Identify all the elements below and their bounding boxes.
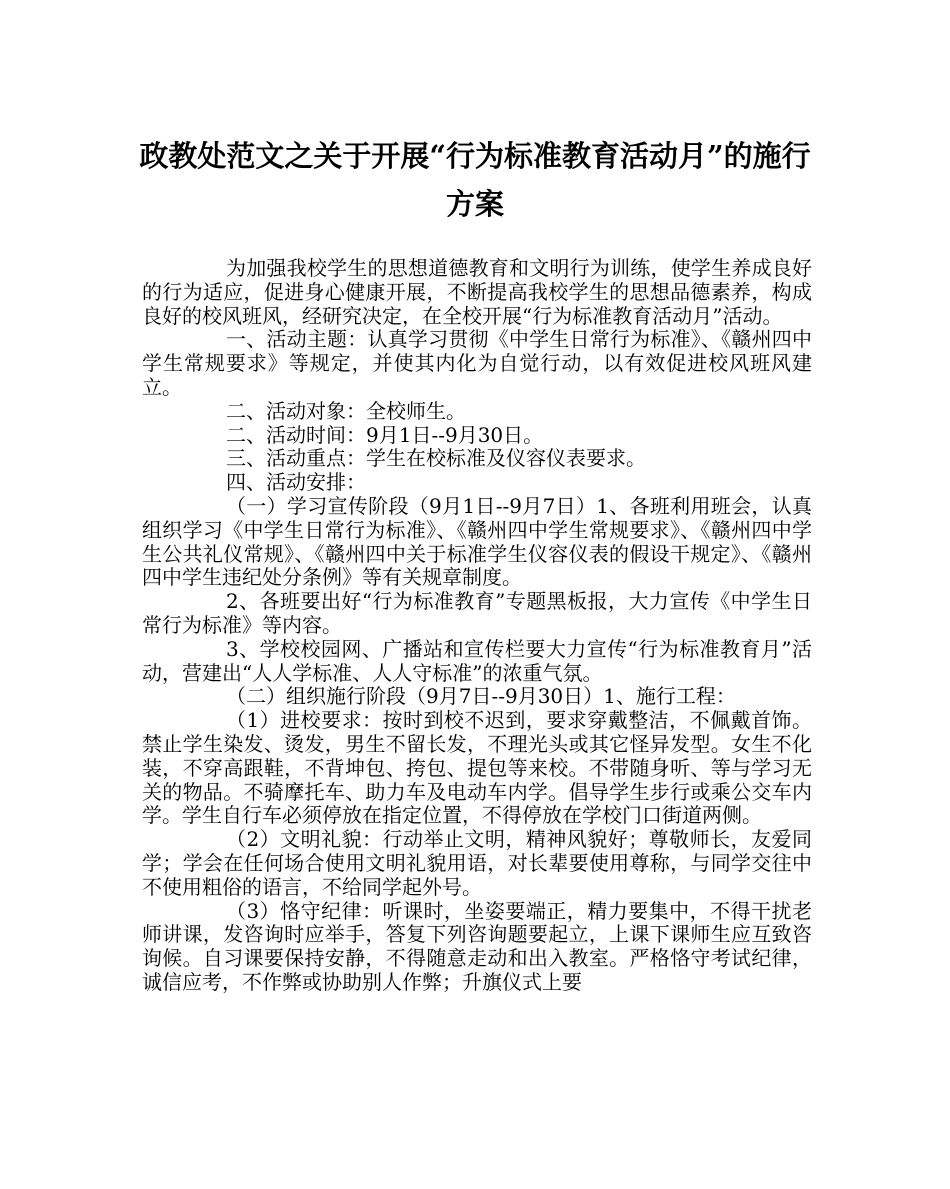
paragraph-stage-2: （二）组织施行阶段（9月7日--9月30日）1、施行工程： [226,684,736,709]
paragraph-focus: 三、活动重点：学生在校标准及仪容仪表要求。 [226,446,646,471]
document-title-line-2: 方案 [445,187,504,221]
paragraph-stage-1: （一）学习宣传阶段（9月1日--9月7日）1、各班利用班会，认真组织学习《中学生日常行为标准》、《赣州四中学生常规要求》、《赣州四中学生公共礼仪常规》、《赣州四中关于标准学生仪容仪表的假设干规定》、《赣州四中学生违纪处分条例》等有关规章制度。 [142,493,812,590]
paragraph-arrangement: 四、活动安排： [226,470,366,495]
paragraph-theme: 一、活动主题：认真学习贯彻《中学生日常行为标准》、《赣州四中学生常规要求》等规定，并使其内化为自觉行动，以有效促进校风班风建立。 [142,327,812,399]
paragraph-intro: 为加强我校学生的思想道德教育和文明行为训练，使学生养成良好的行为适应，促进身心健康开展，不断提高我校学生的思想品德素养，构成良好的校风班风，经研究决定，在全校开展“行为标准教育活动月”活动。 [142,256,812,328]
document-body [142,257,812,995]
paragraph-discipline: （3）恪守纪律：听课时，坐姿要端正，精力要集中，不得干扰老师讲课，发咨询时应举手，答复下列咨询题要起立，上课下课师生应互致咨询候。自习课要保持安静，不得随意走动和出入教室。严格恪守考试纪律，诚信应考，不作弊或协助别人作弊；升旗仪式上要 [142,898,812,994]
paragraph-courtesy: （2）文明礼貌：行动举止文明，精神风貌好；尊敬师长，友爱同学；学会在任何场合使用文明礼貌用语，对长辈要使用尊称，与同学交往中不使用粗俗的语言，不给同学起外号。 [142,827,812,899]
paragraph-time: 二、活动时间：9月1日--9月30日。 [226,422,544,447]
paragraph-target: 二、活动对象：全校师生。 [226,398,466,423]
paragraph-publicity: 3、学校校园网、广播站和宣传栏要大力宣传“行为标准教育月”活动，营建出“人人学标准、人人守标准”的浓重气氛。 [142,636,812,685]
document-title-line-1: 政教处范文之关于开展“行为标准教育活动月”的施行 [139,139,811,173]
paragraph-blackboard: 2、各班要出好“行为标准教育”专题黑板报，大力宣传《中学生日常行为标准》等内容。 [142,589,812,637]
paragraph-entry-rules: （1）进校要求：按时到校不迟到，要求穿戴整洁，不佩戴首饰。禁止学生染发、烫发，男生不留长发，不理光头或其它怪异发型。女生不化装，不穿高跟鞋，不背坤包、挎包、提包等来校。不带随身听、等与学习无关的物品。不骑摩托车、助力车及电动车内学。倡导学生步行或乘公交车内学。学生自行车必须停放在指定位置，不得停放在学校门口街道两侧。 [142,708,812,828]
